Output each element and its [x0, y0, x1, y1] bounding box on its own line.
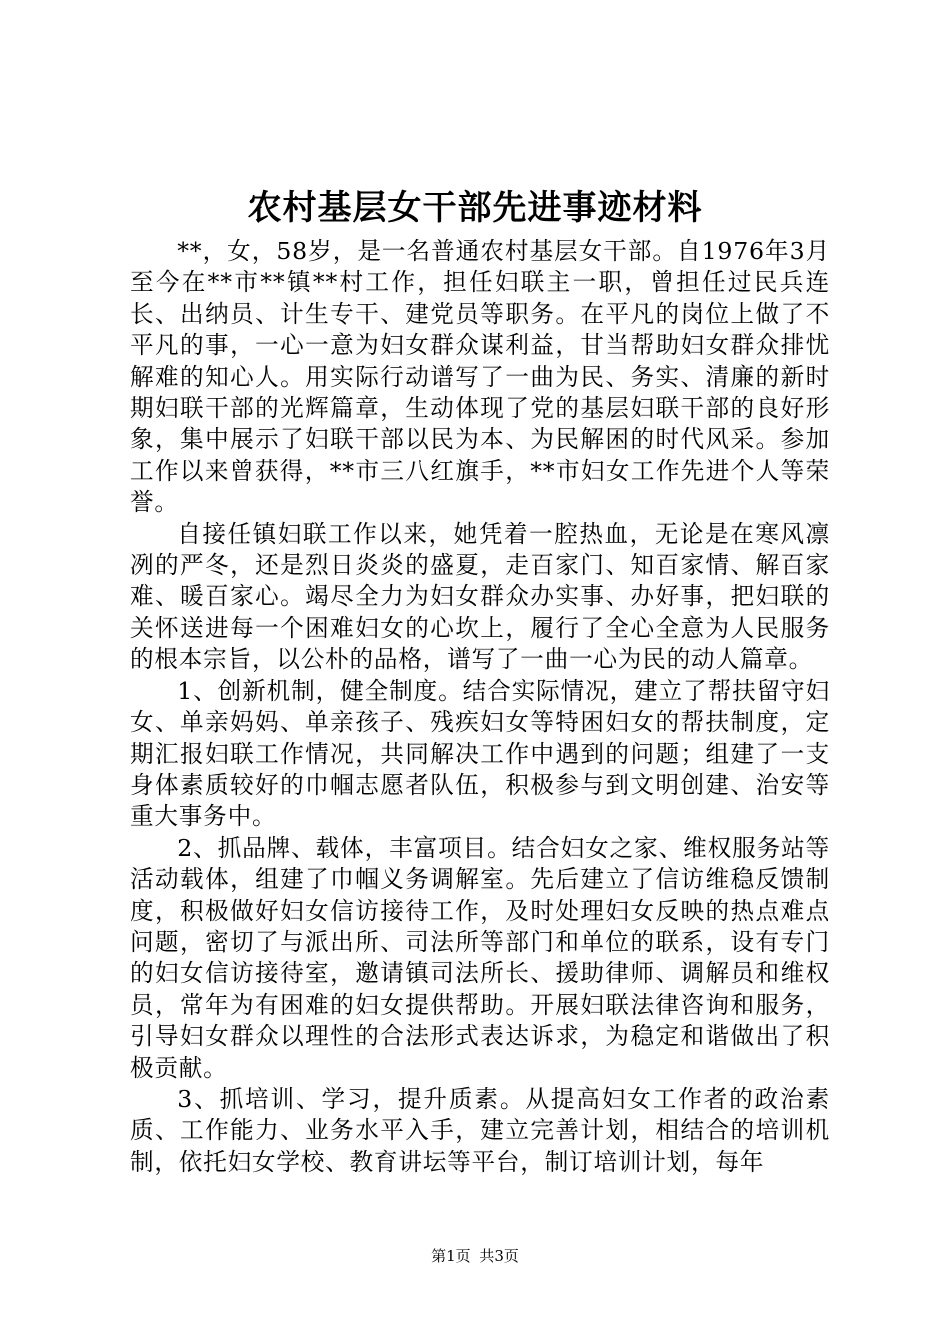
page-number: 第1页: [431, 1247, 471, 1265]
paragraph-intro: **，女，58岁，是一名普通农村基层女干部。自1976年3月至今在**市**镇**村工作，担任妇联主一职，曾担任过民兵连长、出纳员、计生专干、建党员等职务。在平凡的岗位上做了不平凡的事，一心一意为妇女群众谋利益，甘当帮助妇女群众排忧解难的知心人。用实际行动谱写了一曲为民、务实、清廉的新时期妇联干部的光辉篇章，生动体现了党的基层妇联干部的良好形象，集中展示了妇联干部以民为本、为民解困的时代风采。参加工作以来曾获得，**市三八红旗手，**市妇女工作先进个人等荣誉。: [130, 237, 830, 517]
page-total: 共3页: [479, 1247, 519, 1265]
document-title: 农村基层女干部先进事迹材料: [247, 188, 703, 228]
paragraph-item-3: 3、抓培训、学习，提升质素。从提高妇女工作者的政治素质、工作能力、业务水平入手，建立完善计划，相结合的培训机制，依托妇女学校、教育讲坛等平台，制订培训计划，每年: [130, 1084, 830, 1176]
paragraph-item-1: 1、创新机制，健全制度。结合实际情况，建立了帮扶留守妇女、单亲妈妈、单亲孩子、残疾妇女等特困妇女的帮扶制度，定期汇报妇联工作情况，共同解决工作中遇到的问题；组建了一支身体素质较好的巾帼志愿者队伍，积极参与到文明创建、治安等重大事务中。: [130, 676, 830, 831]
page-footer: [0, 1246, 950, 1266]
paragraph-work-summary: 自接任镇妇联工作以来，她凭着一腔热血，无论是在寒风凛冽的严冬，还是烈日炎炎的盛夏，走百家门、知百家情、解百家难、暖百家心。竭尽全力为妇女群众办实事、办好事，把妇联的关怀送进每一个困难妇女的心坎上，履行了全心全意为人民服务的根本宗旨，以公朴的品格，谱写了一曲一心为民的动人篇章。: [130, 519, 830, 674]
paragraph-item-2: 2、抓品牌、载体，丰富项目。结合妇女之家、维权服务站等活动载体，组建了巾帼义务调解室。先后建立了信访维稳反馈制度，积极做好妇女信访接待工作，及时处理妇女反映的热点难点问题，密切了与派出所、司法所等部门和单位的联系，设有专门的妇女信访接待室，邀请镇司法所长、援助律师、调解员和维权员，常年为有困难的妇女提供帮助。开展妇联法律咨询和服务，引导妇女群众以理性的合法形式表达诉求，为稳定和谐做出了积极贡献。: [130, 833, 830, 1082]
document-body: [130, 236, 830, 1178]
